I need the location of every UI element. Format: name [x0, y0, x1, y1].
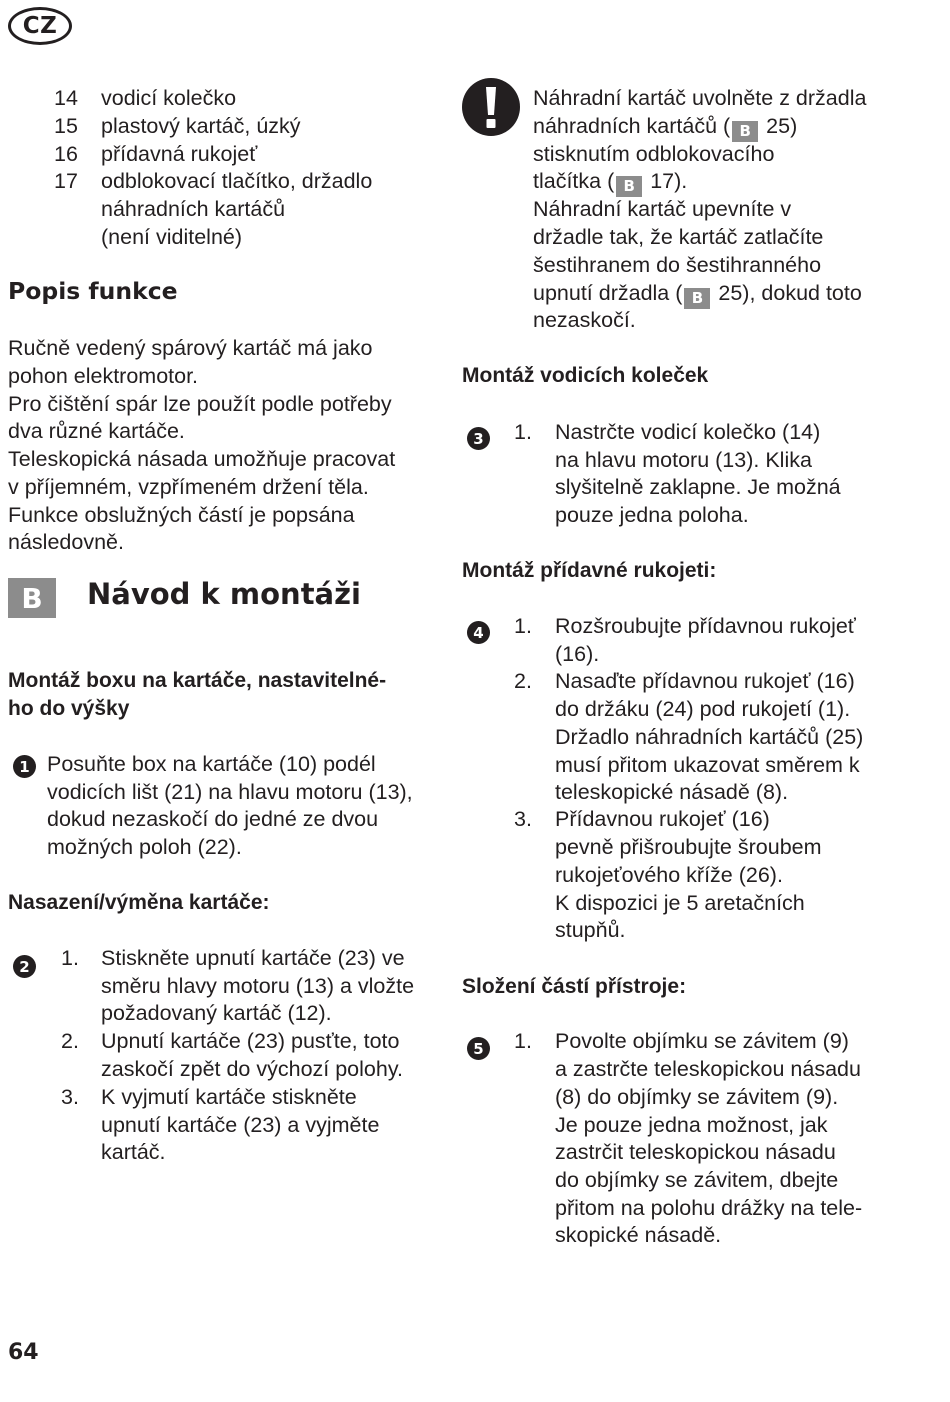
item-text: Držadlo náhradních kartáčů (25) — [555, 725, 864, 749]
paragraph-line: následovně. — [8, 530, 124, 554]
item-text: pevně přišroubujte šroubem — [555, 835, 822, 859]
warning-text: Náhradní kartáč upevníte v — [533, 197, 792, 221]
paragraph-line: Funkce obslužných částí je popsána — [8, 503, 355, 527]
item-number: 1. — [514, 420, 532, 444]
paragraph-line: Pro čištění spár lze použít podle potřeby — [8, 392, 392, 416]
part-label: plastový kartáč, úzký — [101, 114, 301, 138]
warning-text: Náhradní kartáč uvolněte z držadla — [533, 86, 867, 110]
item-text: stupňů. — [555, 918, 626, 942]
part-number: 14 — [54, 86, 78, 110]
section-heading-assembly: Návod k montáži — [87, 577, 361, 611]
item-text: do držáku (24) pod rukojetí (1). — [555, 697, 851, 721]
item-text: požadovaný kartáč (12). — [101, 1001, 332, 1025]
warning-text: držadle tak, že kartáč zatlačíte — [533, 225, 824, 249]
item-text: upnutí kartáče (23) a vyjměte — [101, 1113, 380, 1137]
item-text: K vyjmutí kartáče stiskněte — [101, 1085, 357, 1109]
item-text: přitom na polohu drážky na tele- — [555, 1196, 863, 1220]
item-text: (8) do objímky se závitem (9). — [555, 1085, 839, 1109]
item-text: do objímky se závitem, dbejte — [555, 1168, 839, 1192]
item-text: Povolte objímku se závitem (9) — [555, 1029, 849, 1053]
item-number: 1. — [61, 946, 79, 970]
subheading-brush: Nasazení/výměna kartáče: — [8, 891, 270, 914]
language-badge: CZ — [8, 7, 72, 45]
step-text: Posuňte box na kartáče (10) podél — [47, 752, 376, 776]
subheading-assembly-parts: Složení částí přístroje: — [462, 975, 687, 998]
paragraph-line: pohon elektromotor. — [8, 364, 199, 388]
item-number: 1. — [514, 614, 532, 638]
part-number: 17 — [54, 169, 78, 193]
item-text: zaskočí zpět do výchozí polohy. — [101, 1057, 403, 1081]
paragraph-line: Teleskopická násada umožňuje pracovat — [8, 447, 396, 471]
part-number: 15 — [54, 114, 78, 138]
item-number: 3. — [514, 807, 532, 831]
part-label: odblokovací tlačítko, držadlo — [101, 169, 373, 193]
subheading-box: Montáž boxu na kartáče, nastavitelné- — [8, 669, 387, 692]
item-number: 3. — [61, 1085, 79, 1109]
figure-ref-b: B — [616, 176, 642, 197]
subheading-wheels: Montáž vodicích koleček — [462, 364, 709, 387]
item-number: 1. — [514, 1029, 532, 1053]
item-number: 2. — [61, 1029, 79, 1053]
item-text: směru hlavy motoru (13) a vložte — [101, 974, 415, 998]
item-text: (16). — [555, 642, 600, 666]
section-heading-function: Popis funkce — [8, 277, 178, 305]
page-number: 64 — [8, 1340, 39, 1365]
item-text: Rozšroubujte přídavnou rukojeť — [555, 614, 856, 638]
warning-text: šestihranem do šestihranného — [533, 253, 822, 277]
step-marker-2: 2 — [13, 955, 36, 978]
part-label: přídavná rukojeť — [101, 142, 258, 166]
item-text: K dispozici je 5 aretačních — [555, 891, 805, 915]
step-marker-3: 3 — [467, 427, 490, 450]
step-marker-4: 4 — [467, 621, 490, 644]
part-label: vodicí kolečko — [101, 86, 237, 110]
item-text: Stiskněte upnutí kartáče (23) ve — [101, 946, 405, 970]
item-text: Nasaďte přídavnou rukojeť (16) — [555, 669, 855, 693]
step-text: možných poloh (22). — [47, 835, 242, 859]
paragraph-line: v příjemném, vzpřímeném držení těla. — [8, 475, 369, 499]
step-marker-5: 5 — [467, 1037, 490, 1060]
item-text: rukojeťového kříže (26). — [555, 863, 783, 887]
subheading-handle: Montáž přídavné rukojeti: — [462, 559, 717, 582]
item-text: pouze jedna poloha. — [555, 503, 749, 527]
item-text: Přídavnou rukojeť (16) — [555, 807, 770, 831]
step-marker-1: 1 — [13, 755, 36, 778]
warning-text: nezaskočí. — [533, 308, 636, 332]
item-text: na hlavu motoru (13). Klika — [555, 448, 812, 472]
item-text: a zastrčte teleskopickou násadu — [555, 1057, 861, 1081]
part-number: 16 — [54, 142, 78, 166]
item-text: Je pouze jedna možnost, jak — [555, 1113, 828, 1137]
paragraph-line: Ručně vedený spárový kartáč má jako — [8, 336, 373, 360]
subheading-box: ho do výšky — [8, 697, 130, 720]
item-text: skopické násadě. — [555, 1223, 722, 1247]
step-text: dokud nezaskočí do jedné ze dvou — [47, 807, 379, 831]
step-text: vodicích lišt (21) na hlavu motoru (13), — [47, 780, 413, 804]
warning-text: upnutí držadla ( B 25), dokud toto — [533, 281, 862, 307]
item-text: Nastrčte vodicí kolečko (14) — [555, 420, 821, 444]
paragraph-line: dva různé kartáče. — [8, 419, 185, 443]
figure-ref-b: B — [684, 288, 710, 309]
part-label: náhradních kartáčů — [101, 197, 286, 221]
item-text: Upnutí kartáče (23) pusťte, toto — [101, 1029, 400, 1053]
part-label: (není viditelné) — [101, 225, 243, 249]
item-text: slyšitelně zaklapne. Je možná — [555, 475, 841, 499]
item-text: zastrčit teleskopickou násadu — [555, 1140, 836, 1164]
warning-text: tlačítka ( B 17). — [533, 169, 688, 195]
warning-text: stisknutím odblokovacího — [533, 142, 775, 166]
item-text: kartáč. — [101, 1140, 166, 1164]
figure-ref-b: B — [732, 121, 758, 142]
figure-badge-b: B — [8, 578, 56, 618]
warning-text: náhradních kartáčů ( B 25) — [533, 114, 798, 140]
item-number: 2. — [514, 669, 532, 693]
exclamation-icon — [462, 78, 520, 136]
item-text: musí přitom ukazovat směrem k — [555, 753, 860, 777]
item-text: teleskopické násadě (8). — [555, 780, 789, 804]
